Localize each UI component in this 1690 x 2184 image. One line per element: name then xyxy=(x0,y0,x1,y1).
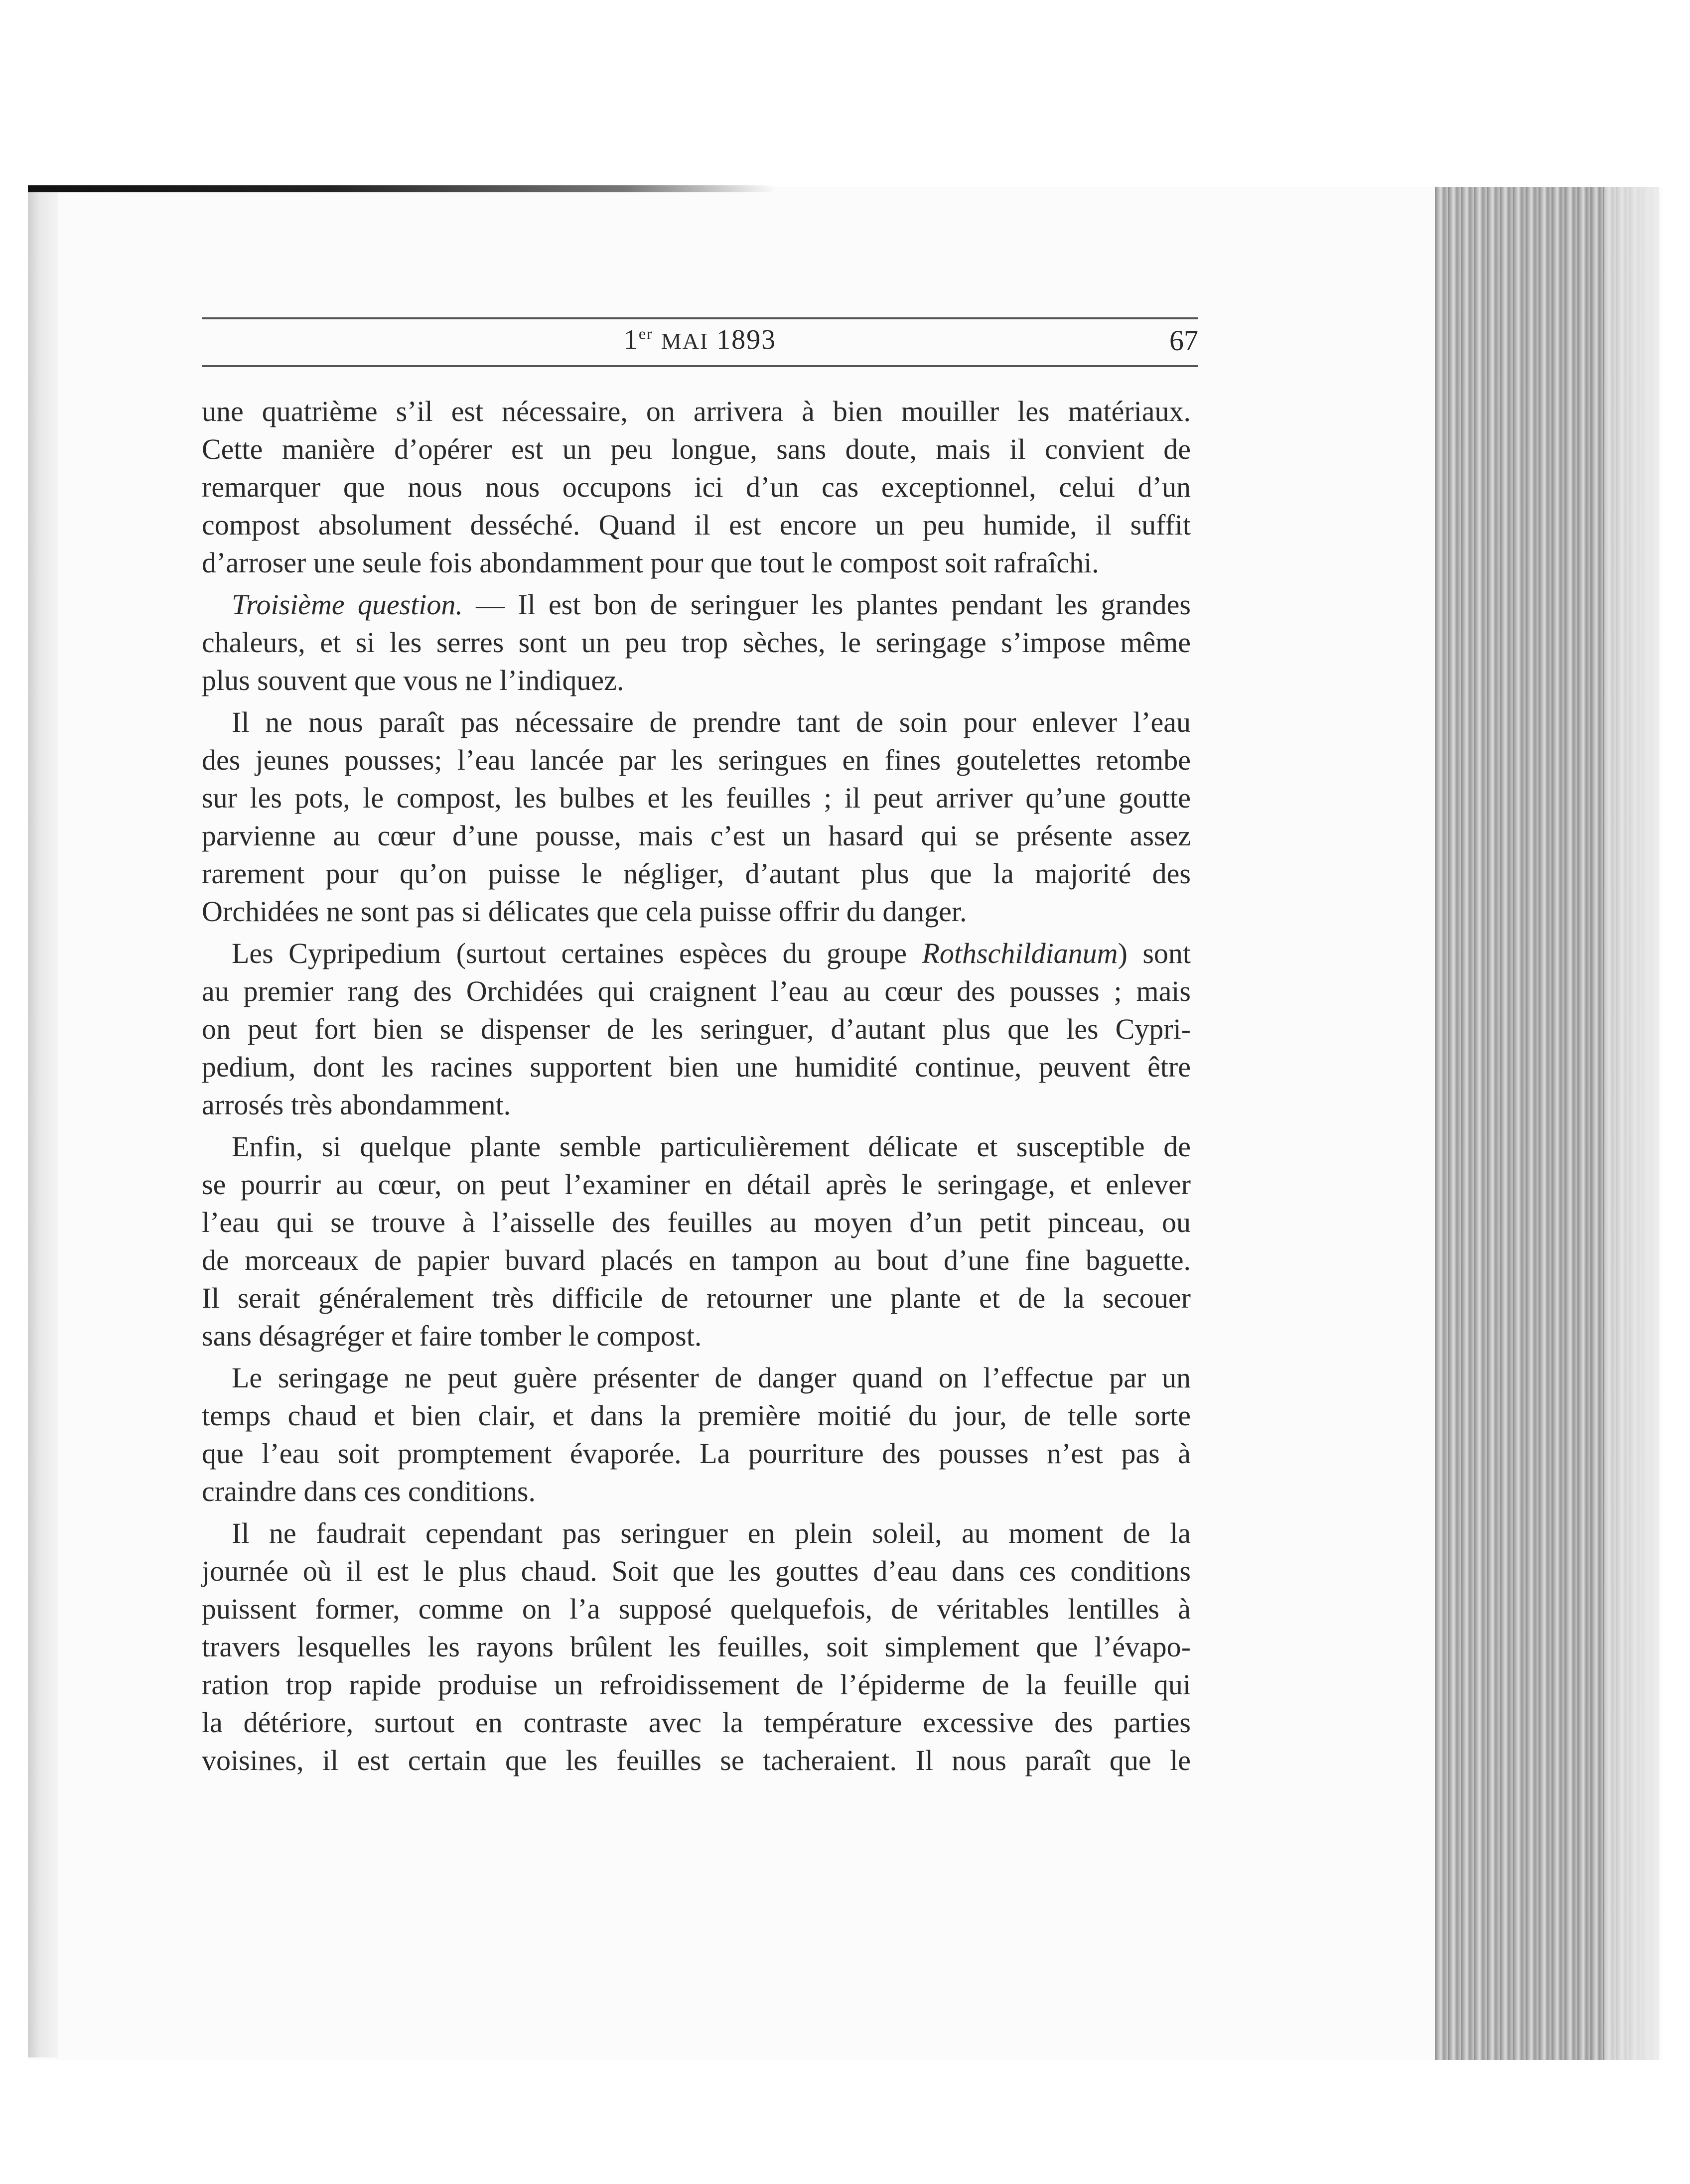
text-run: ) sont xyxy=(1118,937,1191,969)
text-line xyxy=(202,662,1191,699)
header-bottom-rule xyxy=(202,365,1198,367)
paragraph xyxy=(202,1514,1191,1779)
text-line xyxy=(202,779,1191,817)
text-run: des jeunes pousses; l’eau lancée par les seringues en fines goutelettes retombe xyxy=(202,744,1191,776)
text-run: d’arroser une seule fois abondamment pour que tout le compost soit rafraîchi. xyxy=(202,546,1099,579)
text-line xyxy=(202,1359,1191,1397)
text-run: la détériore, surtout en contraste avec la température excessive des parties xyxy=(202,1706,1191,1739)
text-line xyxy=(202,1166,1191,1204)
text-line xyxy=(202,1317,1191,1355)
text-line xyxy=(202,1666,1191,1704)
text-run: puissent former, comme on l’a supposé quelquefois, de véritables lentilles à xyxy=(202,1593,1191,1625)
text-run: Cette manière d’opérer est un peu longue, sans doute, mais il convient de xyxy=(202,433,1191,465)
paragraph xyxy=(202,393,1191,582)
date-month: MAI xyxy=(661,328,709,354)
text-run: Les Cypripedium (surtout certaines espèces du groupe xyxy=(232,937,922,969)
date-day-suffix: er xyxy=(638,324,653,343)
paragraph xyxy=(202,1128,1191,1355)
text-run: ration trop rapide produise un refroidissement de l’épiderme de la feuille qui xyxy=(202,1668,1191,1701)
text-run: Orchidées ne sont pas si délicates que cela puisse offrir du danger. xyxy=(202,895,967,928)
paragraph xyxy=(202,703,1191,931)
text-line xyxy=(202,624,1191,662)
text-run: on peut fort bien se dispenser de les seringuer, d’autant plus que les Cypri- xyxy=(202,1013,1191,1045)
date-day: 1 xyxy=(623,324,639,355)
italic-text: Troisième question. xyxy=(232,588,463,621)
page-stack-fade xyxy=(1604,187,1659,2060)
text-run: compost absolument desséché. Quand il est encore un peu humide, il suffit xyxy=(202,509,1191,541)
text-line xyxy=(202,1048,1191,1086)
text-run: travers lesquelles les rayons brûlent les feuilles, soit simplement que l’évapo- xyxy=(202,1631,1191,1663)
text-run: journée où il est le plus chaud. Soit que les gouttes d’eau dans ces conditions xyxy=(202,1555,1191,1587)
text-run: Il serait généralement très difficile de retourner une plante et de la secouer xyxy=(202,1282,1191,1314)
text-line xyxy=(202,1552,1191,1590)
body-text xyxy=(202,393,1191,1783)
text-run: craindre dans ces conditions. xyxy=(202,1475,536,1507)
text-run: arrosés très abondamment. xyxy=(202,1089,511,1121)
text-run: sur les pots, le compost, les bulbes et les feuilles ; il peut arriver qu’une goutte xyxy=(202,782,1191,814)
text-run: parvienne au cœur d’une pousse, mais c’est un hasard qui se présente assez xyxy=(202,819,1191,852)
text-line xyxy=(202,1628,1191,1666)
binding-edge-shadow xyxy=(28,189,58,2057)
paragraph xyxy=(202,586,1191,699)
text-line xyxy=(202,1397,1191,1435)
text-line xyxy=(202,703,1191,741)
text-run: Il ne nous paraît pas nécessaire de prendre tant de soin pour enlever l’eau xyxy=(232,706,1191,738)
text-run: temps chaud et bien clair, et dans la première moitié du jour, de telle sorte xyxy=(202,1399,1191,1432)
text-run: sans désagréger et faire tomber le compost. xyxy=(202,1320,702,1352)
text-line xyxy=(202,1010,1191,1048)
text-line xyxy=(202,935,1191,972)
text-line xyxy=(202,1742,1191,1779)
text-line xyxy=(202,972,1191,1010)
text-run: voisines, il est certain que les feuilles se tacheraient. Il nous paraît que le xyxy=(202,1744,1191,1776)
text-line xyxy=(202,1473,1191,1510)
text-run: au premier rang des Orchidées qui craignent l’eau au cœur des pousses ; mais xyxy=(202,975,1191,1007)
running-head-date xyxy=(202,324,1198,356)
text-run: de morceaux de papier buvard placés en tampon au bout d’une fine baguette. xyxy=(202,1244,1191,1276)
text-line xyxy=(202,1590,1191,1628)
text-run: Enfin, si quelque plante semble particulièrement délicate et susceptible de xyxy=(232,1130,1191,1163)
text-line xyxy=(202,741,1191,779)
text-run: que l’eau soit promptement évaporée. La pourriture des pousses n’est pas à xyxy=(202,1437,1191,1470)
text-line xyxy=(202,1514,1191,1552)
text-line xyxy=(202,544,1191,582)
text-run: rarement pour qu’on puisse le négliger, d’autant plus que la majorité des xyxy=(202,857,1191,890)
text-run: se pourrir au cœur, on peut l’examiner en détail après le seringage, et enlever xyxy=(202,1168,1191,1201)
text-run: remarquer que nous nous occupons ici d’un cas exceptionnel, celui d’un xyxy=(202,471,1191,503)
text-line xyxy=(202,1279,1191,1317)
text-run: une quatrième s’il est nécessaire, on arrivera à bien mouiller les matériaux. xyxy=(202,395,1191,427)
text-line xyxy=(202,1704,1191,1742)
text-line xyxy=(202,468,1191,506)
text-run: Le seringage ne peut guère présenter de danger quand on l’effectue par un xyxy=(232,1362,1191,1394)
text-line xyxy=(202,393,1191,430)
text-run: plus souvent que vous ne l’indiquez. xyxy=(202,664,624,696)
text-line xyxy=(202,430,1191,468)
text-line xyxy=(202,506,1191,544)
text-line xyxy=(202,1086,1191,1124)
text-run: Il ne faudrait cependant pas seringuer en plein soleil, au moment de la xyxy=(232,1517,1191,1549)
paragraph xyxy=(202,935,1191,1124)
text-line xyxy=(202,855,1191,893)
text-line xyxy=(202,817,1191,855)
text-run: — Il est bon de seringuer les plantes pendant les grandes xyxy=(462,588,1191,621)
text-run: pedium, dont les racines supportent bien une humidité continue, peuvent être xyxy=(202,1051,1191,1083)
text-line xyxy=(202,1241,1191,1279)
paragraph xyxy=(202,1359,1191,1510)
text-line xyxy=(202,1435,1191,1473)
running-header xyxy=(202,324,1198,364)
scan-top-shadow xyxy=(28,185,775,192)
page-number: 67 xyxy=(1169,324,1198,357)
date-year: 1893 xyxy=(716,324,777,355)
text-run: l’eau qui se trouve à l’aisselle des feuilles au moyen d’un petit pinceau, ou xyxy=(202,1206,1191,1238)
text-line xyxy=(202,893,1191,931)
header-top-rule xyxy=(202,317,1198,319)
text-line xyxy=(202,1204,1191,1241)
text-line xyxy=(202,1128,1191,1166)
text-line xyxy=(202,586,1191,624)
italic-text: Rothschildianum xyxy=(922,937,1118,969)
text-run: chaleurs, et si les serres sont un peu trop sèches, le seringage s’impose même xyxy=(202,626,1191,659)
